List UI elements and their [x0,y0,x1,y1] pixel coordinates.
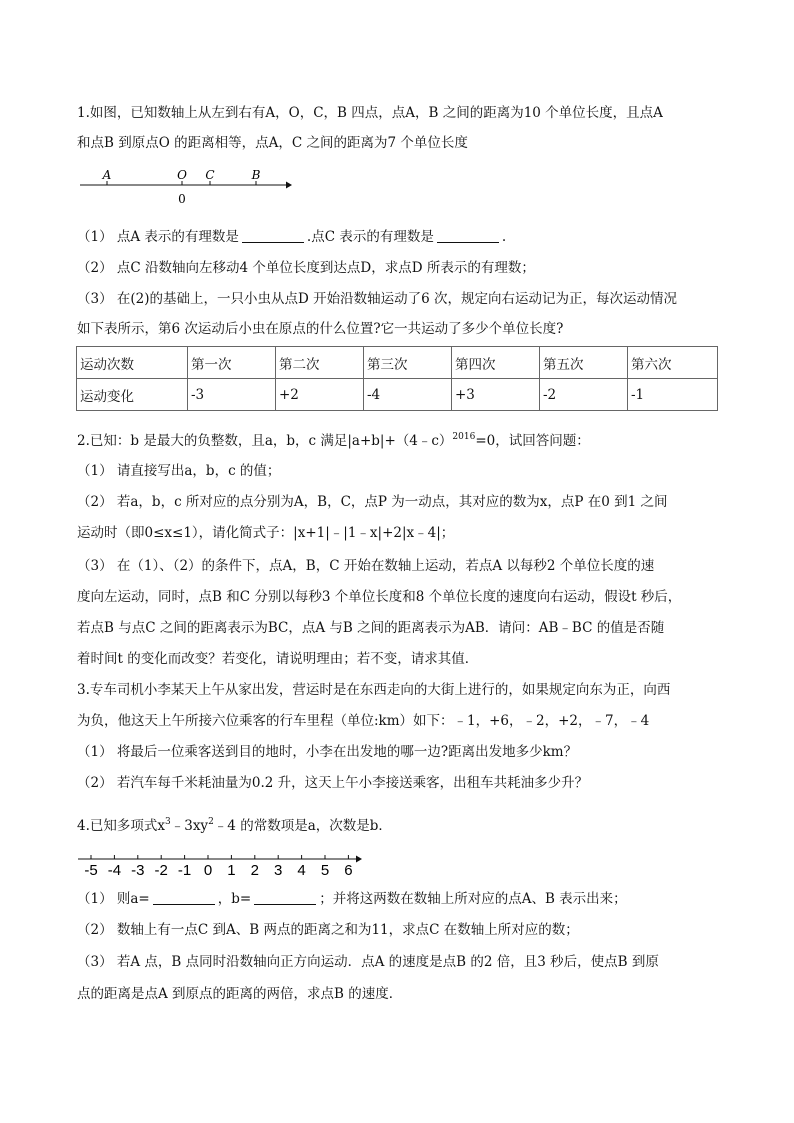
axis-tick-label: -2 [154,862,168,879]
q3-part1: （1） 将最后一位乘客送到目的地时，小李在出发地的哪一边?距离出发地多少km？ [77,744,578,760]
q4-exponent-1: 3 [165,817,171,827]
axis-tick-label: 5 [320,862,330,879]
axis-label-b: B [251,168,261,182]
table-cell: 第六次 [628,347,718,379]
q3-line1: 3.专车司机小李某天上午从家出发，营运时是在东西走向的大街上进行的，如果规定向东为正，向西 [77,682,671,698]
q1-number-line [80,170,292,206]
table-cell: 运动次数 [77,347,188,379]
q2-part2-line1: （2） 若a，b，c 所对应的点分别为A，B，C，点P 为一动点，其对应的数为x，点P 在0 到1 之间 [77,494,668,510]
table-cell: 运动变化 [77,379,188,411]
table-cell: 第二次 [276,347,364,379]
q4-part2: （2） 数轴上有一点C 到A、B 两点的距离之和为11，求点C 在数轴上所对应的数； [77,922,579,938]
table-cell: +3 [452,379,540,411]
axis-tick-label: 4 [297,862,306,879]
q1-part1-c: . [501,229,507,245]
q2-part3-line3: 若点B 与点C 之间的距离表示为BC，点A 与B 之间的距离表示为AB．请问：AB﹣BC 的值是否随 [77,620,665,636]
q2-line1-a: 2.已知：b 是最大的负整数，且a，b，c 满足|a+b|+（4﹣c） [77,433,453,449]
q4-part1-a: （1） 则a= [77,891,150,907]
answer-blank [254,892,316,905]
q2-exponent: 2016 [452,432,476,442]
answer-blank [437,230,499,243]
q1-line2: 和点B 到原点O 的距离相等，点A，C 之间的距离为7 个单位长度 [77,135,468,151]
table-row [77,347,718,379]
q2-part3-line2: 度向左运动，同时，点B 和C 分别以每秒3 个单位长度和8 个单位长度的速度向右运动，假设t 秒后， [77,589,682,605]
axis-zero: 0 [178,192,186,206]
q4-part1 [77,890,627,908]
table-cell: -2 [540,379,628,411]
q3-line2: 为负，他这天上午所接六位乘客的行车里程（单位:km）如下：﹣1，+6，﹣2，+2，﹣7，﹣4 [77,713,650,729]
table-cell: -1 [628,379,718,411]
q2-part3-line1: （3） 在（1）、（2）的条件下，点A，B，C 开始在数轴上运动，若点A 以每秒2 个单位长度的速 [77,558,655,574]
q4-part1-b: ，b= [217,891,252,907]
table-cell: 第一次 [188,347,276,379]
q4-part3-line2: 点的距离是点A 到原点的距离的两倍，求点B 的速度． [77,986,403,1002]
q4-line1-b: ﹣3xy [170,818,209,834]
q2-part2-line2: 运动时（即0≤x≤1），请化简式子：|x+1|﹣|1﹣x|+2|x﹣4|； [77,525,455,541]
axis-tick-label: 0 [203,862,213,879]
table-cell: 第三次 [364,347,452,379]
axis-tick-label: -1 [177,862,192,879]
table-cell: 第四次 [452,347,540,379]
axis-tick-label: 6 [344,862,353,879]
table-cell: -3 [188,379,276,411]
axis-tick-label: -5 [84,862,98,879]
axis-label-o: O [177,168,187,182]
q1-part1-a: （1） 点A 表示的有理数是 [77,229,239,245]
axis-tick-label: 3 [274,862,283,879]
q1-part3-line2: 如下表所示，第6 次运动后小虫在原点的什么位置?它一共运动了多少个单位长度? [77,321,564,337]
q4-part1-c: ；并将这两数在数轴上所对应的点A、B 表示出来； [319,891,627,907]
q4-exponent-2: 2 [208,817,214,827]
table-cell: 第五次 [540,347,628,379]
q4-line1-a: 4.已知多项式x [77,818,165,834]
q1-part1 [77,228,506,246]
q2-line1-b: =0，试回答问题： [475,433,590,449]
table-cell: -4 [364,379,452,411]
axis-tick-label: -3 [131,862,145,879]
q1-line1: 1.如图，已知数轴上从左到右有A，O，C，B 四点，点A，B 之间的距离为10 个单位长度，且点A [77,105,663,121]
motion-table [76,346,718,411]
answer-blank [242,230,304,243]
table-cell: +2 [276,379,364,411]
q1-part2: （2） 点C 沿数轴向左移动4 个单位长度到达点D，求点D 所表示的有理数； [77,260,535,276]
q2-part3-line4: 着时间t 的变化而改变？若变化，请说明理由；若不变，请求其值． [77,651,479,667]
q1-part1-b: .点C 表示的有理数是 [306,229,434,245]
answer-blank [153,892,215,905]
axis-tick-label: 2 [250,862,259,879]
q4-line1 [77,813,392,835]
axis-tick-label: 1 [227,862,236,879]
q4-line1-c: ﹣4 的常数项是a，次数是b． [213,818,392,834]
q4-part3-line1: （3） 若A 点，B 点同时沿数轴向正方向运动．点A 的速度是点B 的2 倍，且3 秒后，使点B 到原 [77,954,659,970]
q1-part3-line1: （3） 在(2)的基础上，一只小虫从点D 开始沿数轴运动了6 次，规定向右运动记为正，每次运动情况 [77,291,677,307]
axis-label-c: C [205,168,215,182]
axis-tick-label: -4 [107,862,122,879]
q3-part2: （2） 若汽车每千米耗油量为0.2 升，这天上午小李接送乘客，出租车共耗油多少升？ [77,775,589,791]
axis-label-a: A [102,168,112,182]
q2-line1 [77,428,590,450]
q4-number-line [78,845,364,881]
q2-part1: （1） 请直接写出a，b，c 的值； [77,463,281,479]
table-row [77,379,718,411]
